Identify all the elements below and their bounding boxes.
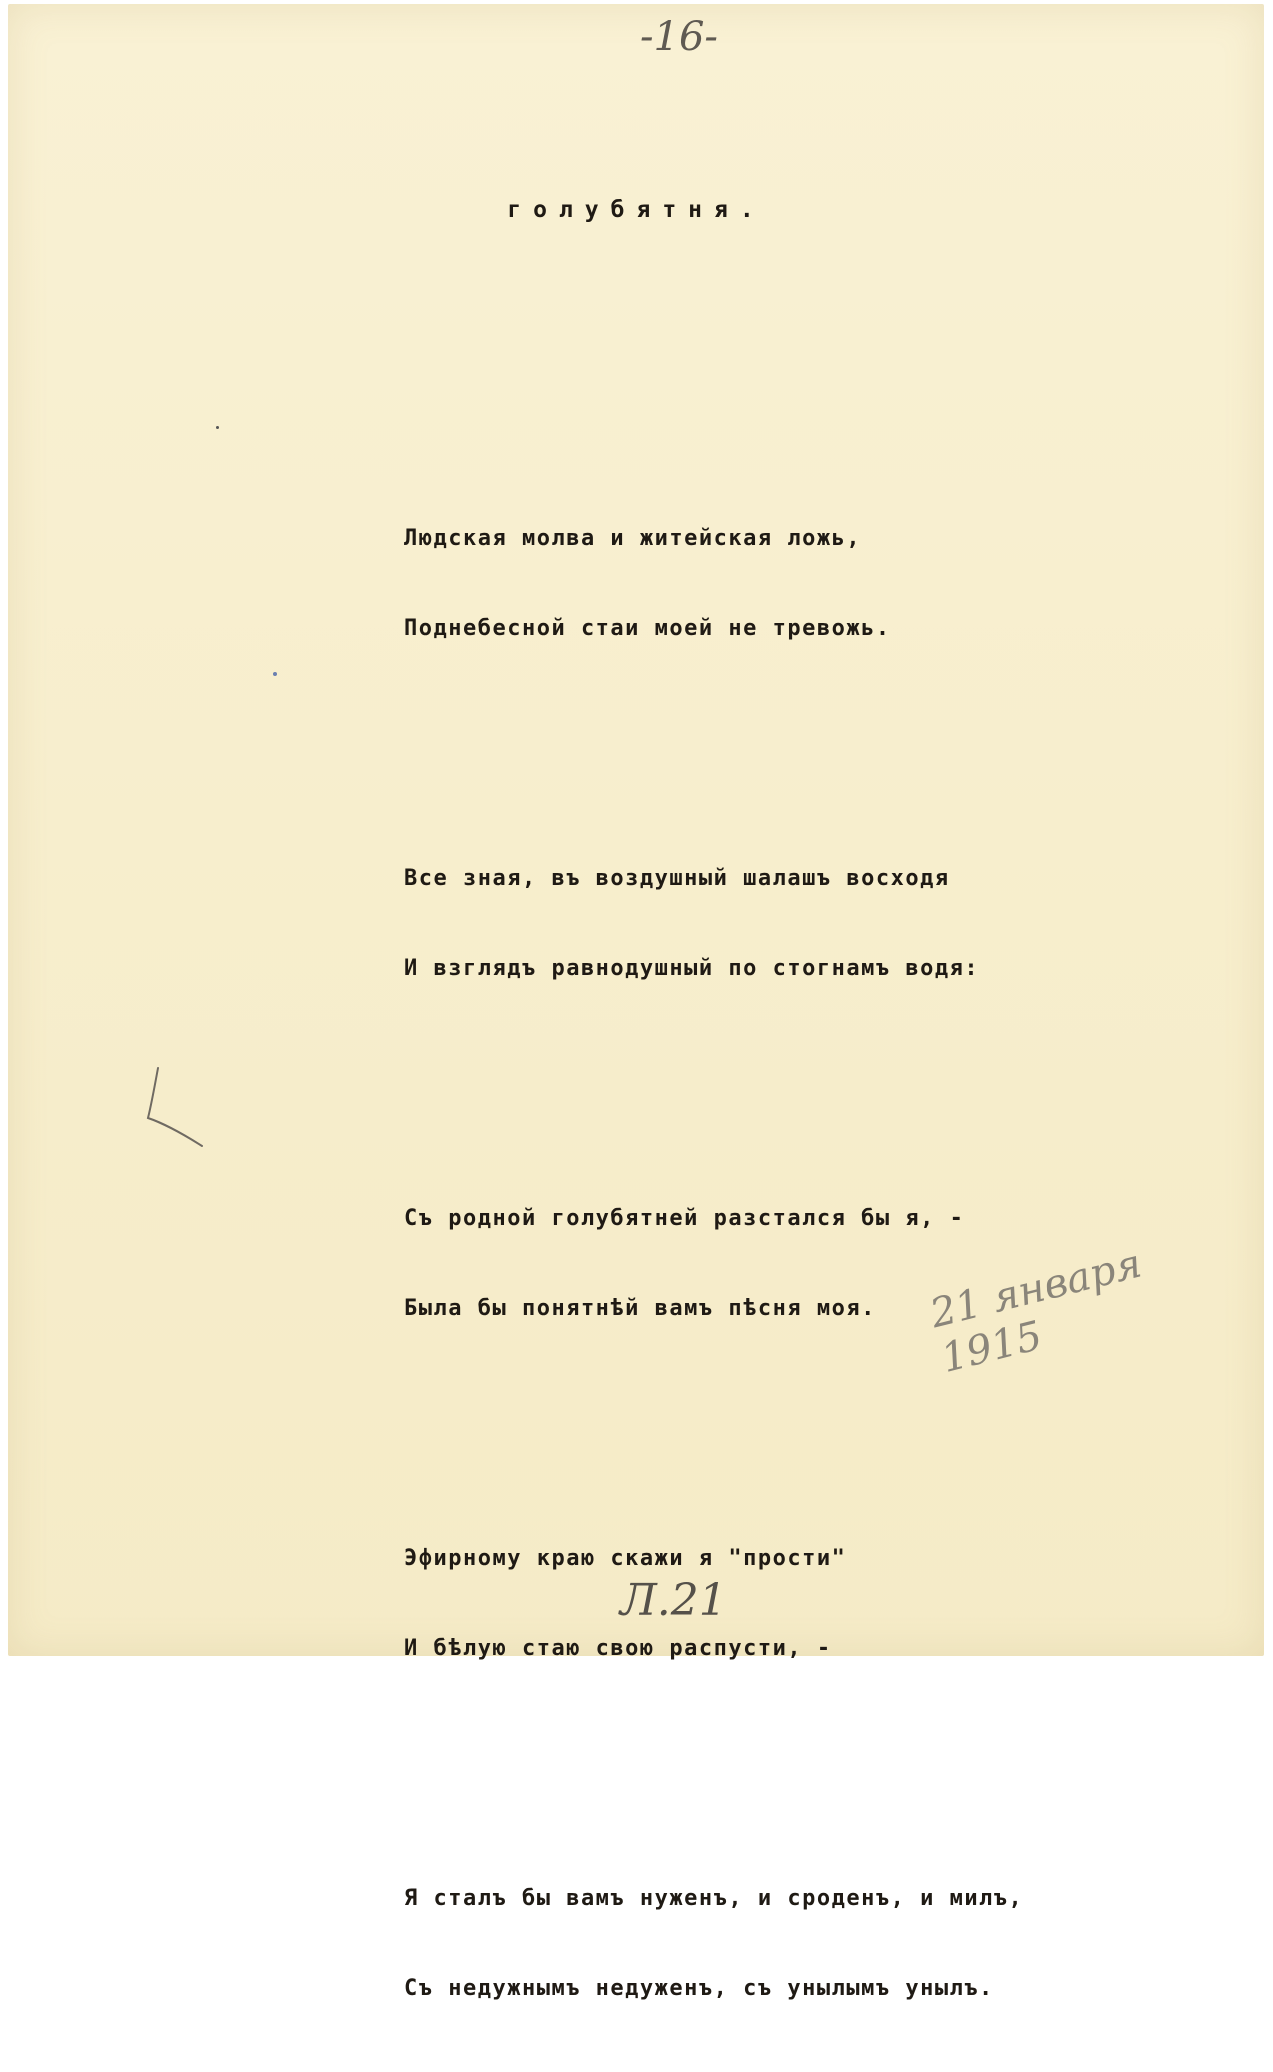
page-number: -16-	[640, 14, 718, 60]
stanza	[404, 1155, 1023, 1373]
ink-speck	[216, 426, 219, 429]
pencil-check-mark	[140, 1060, 210, 1150]
poem-line: Была бы понятнѣй вамъ пѣсня моя.	[404, 1296, 876, 1321]
poem-line: Я сталъ бы вамъ нуженъ, и сроденъ, и милъ,	[404, 1886, 1024, 1911]
poem-line: Съ недужнымъ недуженъ, съ унылымъ унылъ.	[404, 1976, 994, 2001]
poem-line: Съ родной голубятней разстался бы я, -	[404, 1206, 965, 1231]
handwritten-date: 21 января 1915	[925, 1240, 1147, 1382]
poem-line: И бѣлую стаю свою распусти, -	[404, 1636, 832, 1661]
poem-line: Поднебесной стаи моей не тревожь.	[404, 616, 891, 641]
stanza	[404, 475, 1023, 693]
ink-dot	[273, 672, 277, 676]
poem-line: И взглядъ равнодушный по стогнамъ водя:	[404, 956, 980, 981]
poem-body	[404, 437, 1023, 2072]
archive-number: Л.21	[620, 1575, 727, 1626]
poem-title: голубятня.	[507, 197, 766, 223]
poem-line: Эфирному краю скажи я "прости"	[404, 1546, 847, 1571]
stanza	[404, 815, 1023, 1033]
stanza	[404, 1835, 1023, 2053]
poem-line: Все зная, въ воздушный шалашъ восходя	[404, 866, 950, 891]
poem-line: Людская молва и житейская ложь,	[404, 526, 862, 551]
